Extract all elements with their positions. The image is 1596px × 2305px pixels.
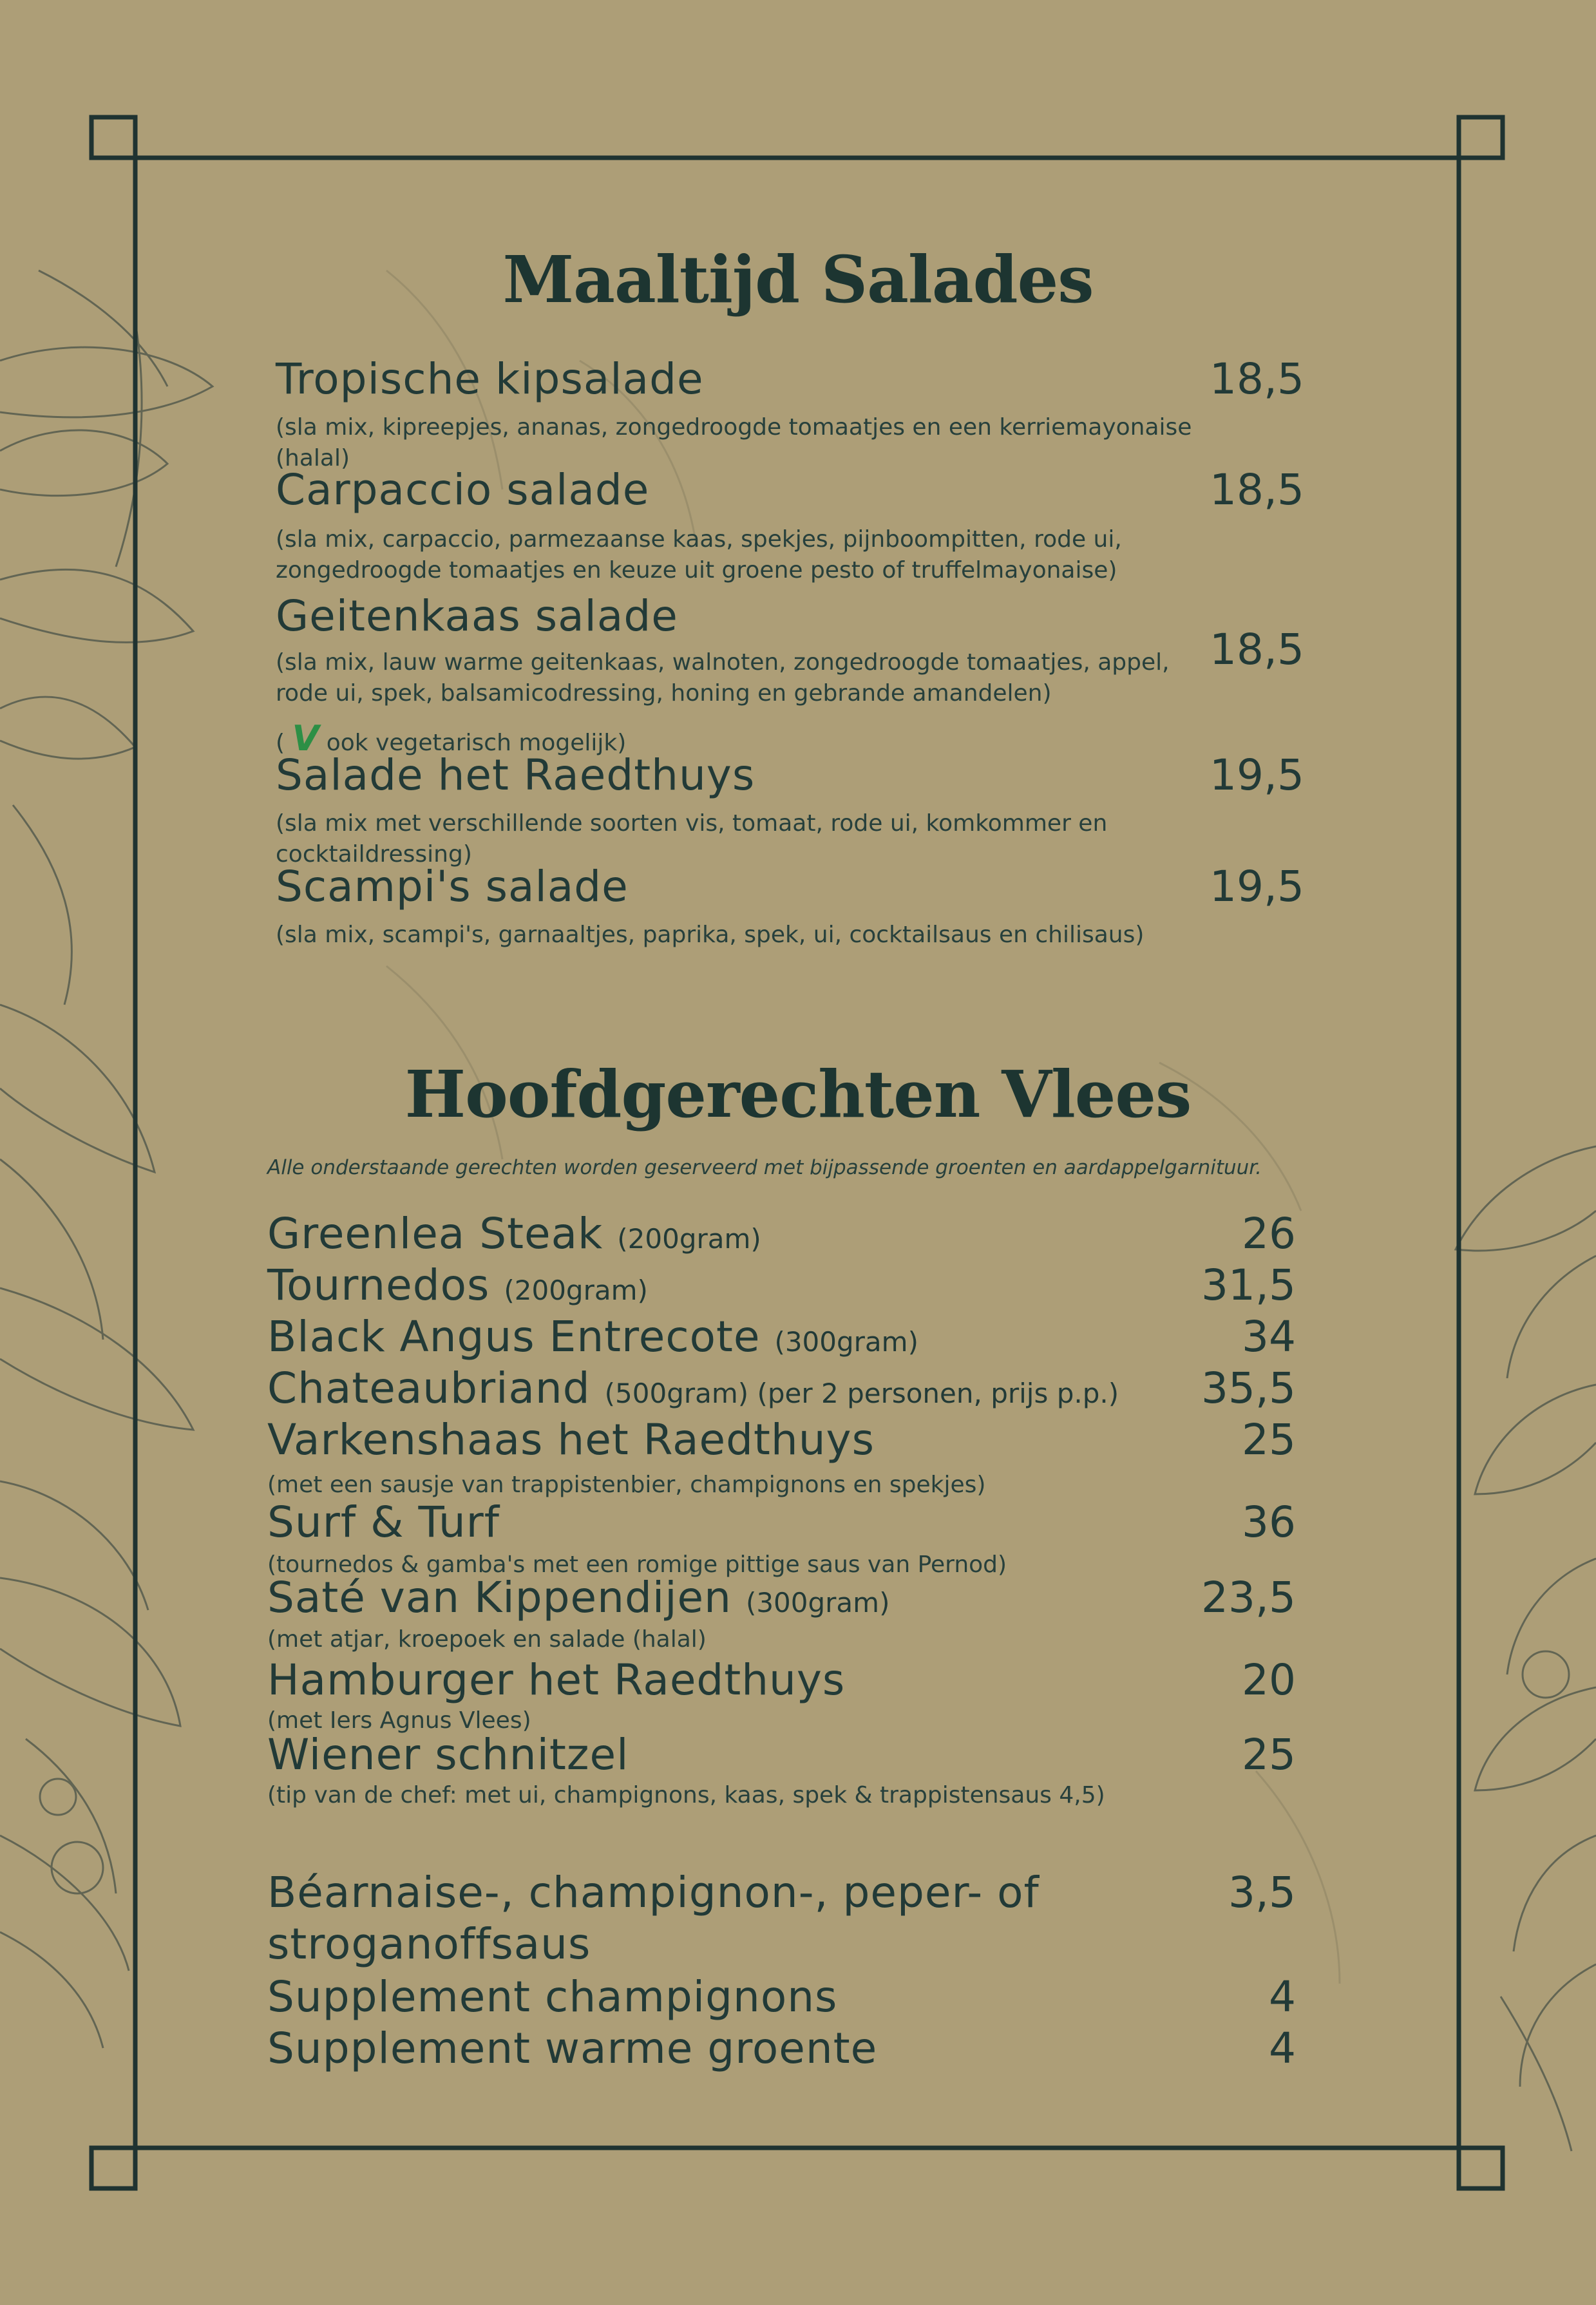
extra-item-name: Supplement champignons <box>267 1972 838 2022</box>
menu-item-name: Salade het Raedthuys <box>276 750 755 800</box>
vegetarian-check-icon: V <box>292 718 319 759</box>
extra-item-name-cont: stroganoffsaus <box>267 1919 591 1969</box>
menu-item-description: (tournedos & gamba's met een romige pittige saus van Pernod) <box>267 1551 1007 1578</box>
menu-item-weight: (500gram) (per 2 personen, prijs p.p.) <box>604 1378 1119 1409</box>
menu-item-weight: (300gram) <box>774 1326 918 1358</box>
menu-item-price: 36 <box>1242 1497 1296 1547</box>
menu-item-price: 20 <box>1242 1655 1296 1705</box>
menu-item-name: Varkenshaas het Raedthuys <box>267 1415 875 1465</box>
section-intro: Alle onderstaande gerechten worden geserveerd met bijpassende groenten en aardappelgarnituur. <box>267 1156 1262 1179</box>
menu-item-price: 18,5 <box>1210 625 1304 674</box>
menu-item-weight: (200gram) <box>617 1223 761 1255</box>
menu-item-description: (sla mix, carpaccio, parmezaanse kaas, spekjes, pijnboompitten, rode ui, zongedroogde tomaatjes en keuze uit groene pesto of truffelmayonaise) <box>276 526 1122 583</box>
extra-item-price: 4 <box>1269 1972 1296 2022</box>
menu-item-name: Hamburger het Raedthuys <box>267 1655 846 1705</box>
section-title-meat: Hoofdgerechten Vlees <box>404 1056 1192 1132</box>
menu-item-description: (met een sausje van trappistenbier, champignons en spekjes) <box>267 1472 986 1498</box>
menu-item-name: Black Angus Entrecote (300gram) <box>267 1312 918 1361</box>
menu-item-description: (sla mix, scampi's, garnaaltjes, paprika, spek, ui, cocktailsaus en chilisaus) <box>276 922 1145 948</box>
menu-item-price: 18,5 <box>1210 354 1304 404</box>
menu-item-name: Greenlea Steak (200gram) <box>267 1209 761 1258</box>
menu-item-name: Scampi's salade <box>276 862 629 911</box>
extra-item-name: Supplement warme groente <box>267 2024 878 2073</box>
menu-item-price: 25 <box>1242 1730 1296 1779</box>
menu-item-weight: (300gram) <box>745 1587 890 1618</box>
menu-item-price: 31,5 <box>1201 1260 1296 1310</box>
menu-item-weight: (200gram) <box>504 1275 648 1306</box>
veg-open-paren: ( <box>276 730 285 756</box>
menu-item-description: (met Iers Agnus Vlees) <box>267 1707 531 1734</box>
menu-item-name: Chateaubriand (500gram) (per 2 personen, prijs p.p.) <box>267 1363 1119 1413</box>
menu-item-name: Wiener schnitzel <box>267 1730 629 1779</box>
menu-item-description: (sla mix, lauw warme geitenkaas, walnoten, zongedroogde tomaatjes, appel, rode ui, spek, balsamicodressing, honing en gebrande amandelen) <box>276 649 1170 707</box>
menu-item-name: Surf & Turf <box>267 1497 500 1547</box>
menu-item-price: 26 <box>1242 1209 1296 1258</box>
menu-item-description: (met atjar, kroepoek en salade (halal) <box>267 1626 707 1653</box>
menu-item-name: Tropische kipsalade <box>276 354 704 404</box>
menu-item-name: Saté van Kippendijen (300gram) <box>267 1573 890 1622</box>
menu-item-price: 19,5 <box>1210 750 1304 800</box>
extra-item-price: 3,5 <box>1228 1868 1296 1917</box>
extra-item-price: 4 <box>1269 2024 1296 2073</box>
vegetarian-note-text: ook vegetarisch mogelijk) <box>326 730 627 756</box>
menu-item-price: 18,5 <box>1210 465 1304 515</box>
menu-item-name: Tournedos (200gram) <box>267 1260 648 1310</box>
menu-item-description: (sla mix, kipreepjes, ananas, zongedroogde tomaatjes en een kerriemayonaise (halal) <box>276 414 1192 471</box>
extra-item-name: Béarnaise-, champignon-, peper- of <box>267 1868 1040 1917</box>
menu-item-price: 19,5 <box>1210 862 1304 911</box>
menu-item-price: 34 <box>1242 1312 1296 1361</box>
section-title-salads: Maaltijd Salades <box>502 242 1094 318</box>
menu-item-name: Carpaccio salade <box>276 465 650 515</box>
menu-item-price: 23,5 <box>1201 1573 1296 1622</box>
menu-item-price: 35,5 <box>1201 1363 1296 1413</box>
menu-item-description: (tip van de chef: met ui, champignons, kaas, spek & trappistensaus 4,5) <box>267 1782 1105 1808</box>
menu-item-description: (sla mix met verschillende soorten vis, tomaat, rode ui, komkommer en cocktaildressing) <box>276 810 1108 868</box>
menu-item-name: Geitenkaas salade <box>276 591 678 641</box>
menu-item-price: 25 <box>1242 1415 1296 1465</box>
